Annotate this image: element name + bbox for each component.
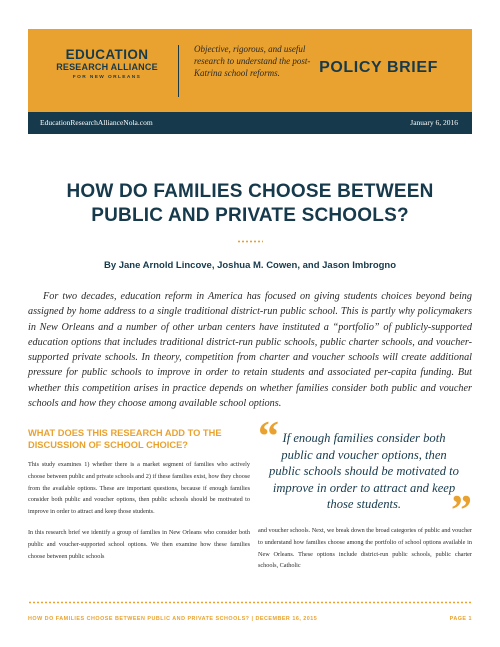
title-dots-divider	[237, 240, 263, 243]
policy-brief-label: POLICY BRIEF	[319, 59, 438, 76]
footer-page-number: PAGE 1	[449, 616, 472, 622]
open-quote-icon: “	[258, 414, 279, 460]
header-divider	[178, 45, 179, 97]
left-column	[28, 459, 250, 571]
close-quote-icon: ”	[451, 488, 472, 534]
logo-line-2: RESEARCH ALLIANCE	[56, 62, 158, 72]
pull-quote	[258, 414, 472, 534]
info-bar	[28, 112, 472, 134]
pull-quote-text: If enough families consider both public and voucher options, then public schools should be motivated to improve in order to attract and keep those students.	[269, 431, 459, 512]
header-tagline: Objective, rigorous, and useful research to understand the post-Katrina school reforms.	[194, 44, 311, 78]
section-heading: WHAT DOES THIS RESEARCH ADD TO THE DISCUSSION OF SCHOOL CHOICE?	[28, 428, 222, 450]
body-paragraph: In this research brief we identify a group of families in New Orleans who consider both public and voucher-supported school options. We then examine how these families choose between public schools	[28, 528, 250, 560]
footer-dots-divider	[28, 601, 472, 604]
article-authors: By Jane Arnold Lincove, Joshua M. Cowen, and Jason Imbrogno	[103, 260, 397, 271]
era-logo	[56, 48, 158, 82]
intro-paragraph: For two decades, education reform in America has focused on giving students choices beyond being assigned by home address to a single traditional district-run public school. This is partly why policymakers in New Orleans and a number of other urban centers have instituted a “portfolio” of publicly-supported education options that includes traditional district-run public schools, public charter schools, and voucher-supported private schools. In theory, competition from charter and voucher schools will create additional pressure for public schools to improve in order to retain students and associated per-capita funding. But whether this competition arises in practice depends on whether families consider both public and voucher schools and how they choose among available school options.	[28, 291, 472, 410]
header-banner	[28, 29, 472, 112]
body-paragraph: This study examines 1) whether there is a market segment of families who actively choose between public and private schools and 2) if these families exist, how they choose from the available options. These are important questions, because if enough families consider both public and voucher options, then public schools should be motivated to improve in order to attract and keep those students.	[28, 461, 250, 516]
publication-date: January 6, 2016	[410, 118, 458, 127]
website-link[interactable]: EducationResearchAllianceNola.com	[40, 118, 153, 127]
right-column-paragraph: and voucher schools. Next, we break down the broad categories of public and voucher to understand how families choose among the portfolio of school options available in New Orleans. These options include district-run public schools, public charter schools, Catholic	[258, 527, 472, 570]
article-title: HOW DO FAMILIES CHOOSE BETWEEN PUBLIC AND PRIVATE SCHOOLS?	[66, 181, 434, 226]
logo-line-1: EDUCATION	[65, 47, 149, 62]
footer-running-title: HOW DO FAMILIES CHOOSE BETWEEN PUBLIC AND PRIVATE SCHOOLS? | DECEMBER 16, 2015	[28, 616, 318, 622]
logo-line-3: FOR NEW ORLEANS	[72, 75, 142, 80]
